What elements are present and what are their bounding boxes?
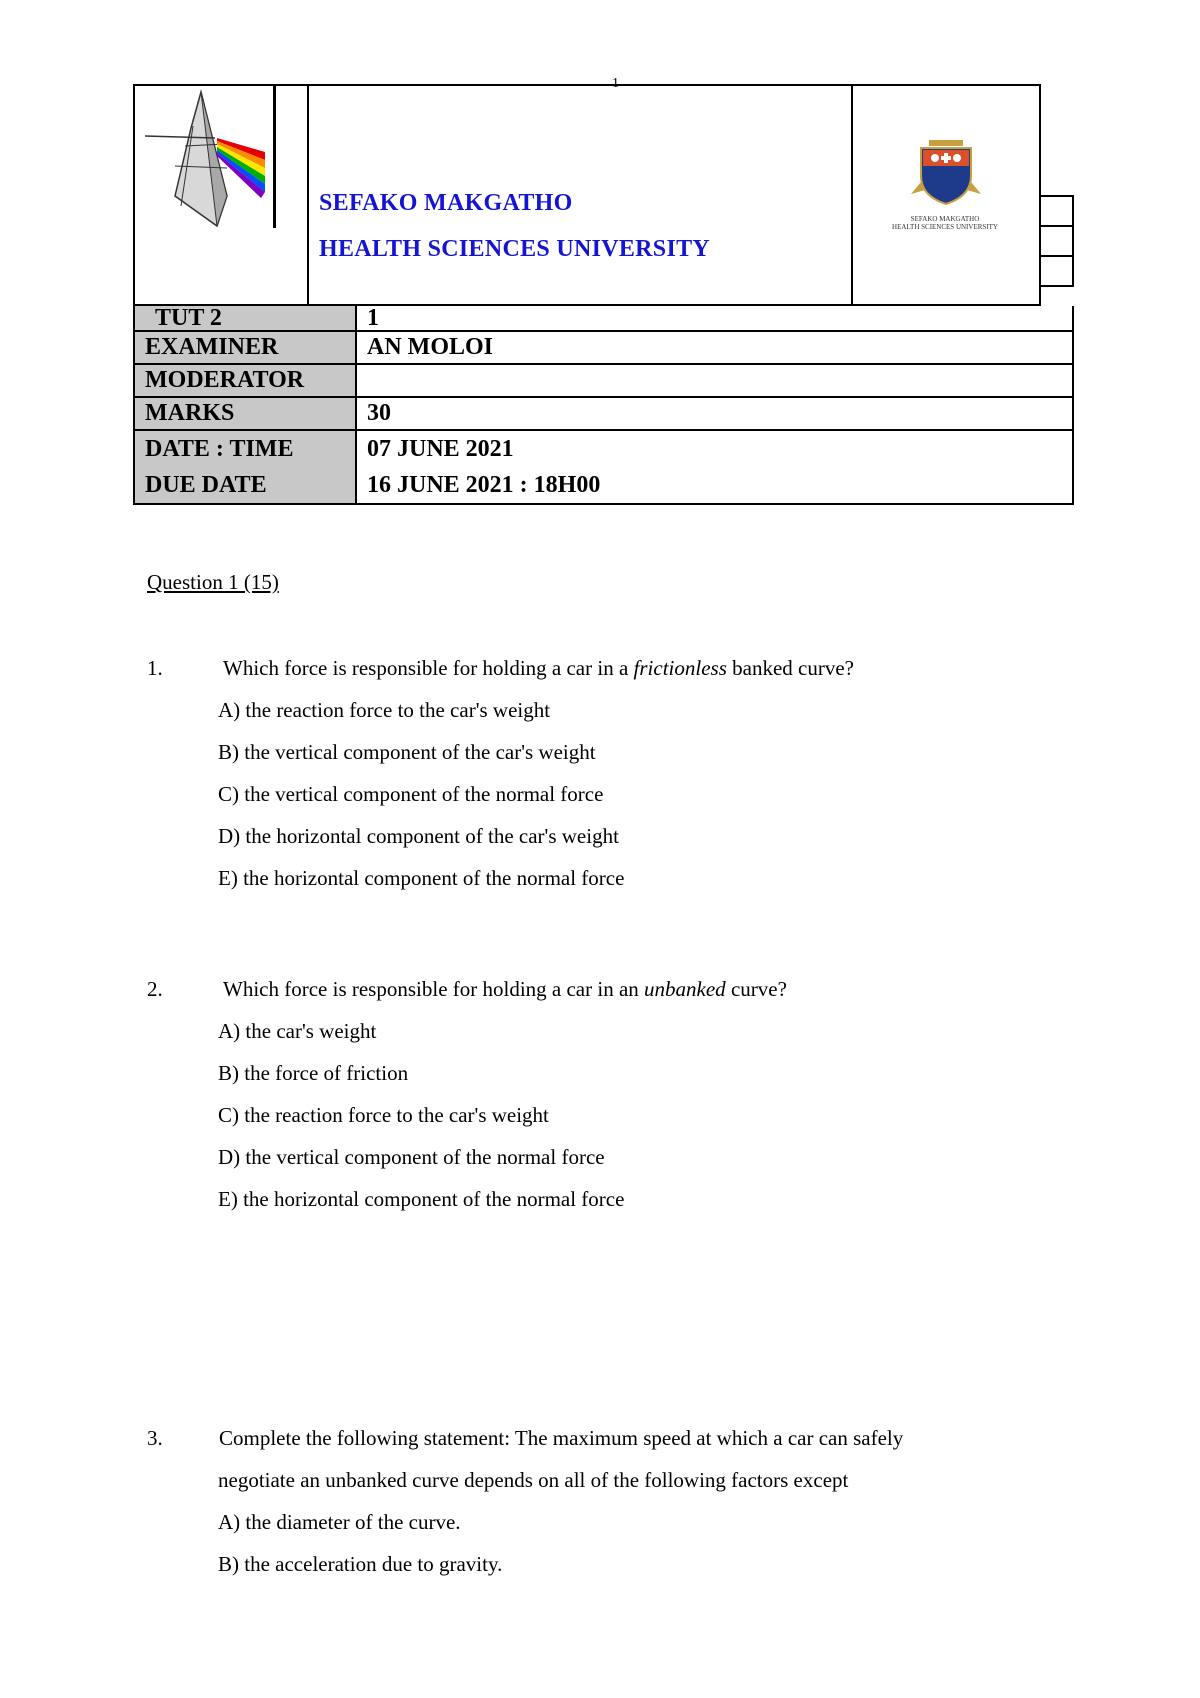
question-text: Complete the following statement: The maximum speed at which a car can safely xyxy=(219,1426,904,1450)
divider xyxy=(273,86,276,228)
info-label: DUE DATE xyxy=(134,467,356,504)
option: A) the car's weight xyxy=(218,1019,377,1043)
info-value: 16 JUNE 2021 : 18H00 xyxy=(356,467,1073,504)
crest-shield-icon xyxy=(875,138,1015,208)
info-value: 07 JUNE 2021 xyxy=(356,430,1073,467)
section-title: Question 1 (15) xyxy=(147,570,279,594)
option: A) the diameter of the curve. xyxy=(218,1510,461,1534)
info-value: 30 xyxy=(356,397,1073,430)
info-label: EXAMINER xyxy=(134,331,356,364)
option: E) the horizontal component of the normal force xyxy=(218,1187,625,1211)
divider xyxy=(307,86,309,304)
option: A) the reaction force to the car's weight xyxy=(218,698,551,722)
question-text-continued: negotiate an unbanked curve depends on all of the following factors except xyxy=(218,1468,849,1492)
question-text-part: Which force is responsible for holding a car in an xyxy=(223,977,645,1001)
question-text-part: banked curve? xyxy=(726,656,854,680)
question-text xyxy=(223,656,854,681)
info-row xyxy=(134,430,1073,467)
info-row xyxy=(134,331,1073,364)
option: C) the reaction force to the car's weight xyxy=(218,1103,549,1127)
university-name-line2: HEALTH SCIENCES UNIVERSITY xyxy=(319,236,711,262)
university-crest xyxy=(875,138,1015,248)
question-text-part: Which force is responsible for holding a car in a xyxy=(223,656,634,680)
question-emphasis: frictionless xyxy=(633,656,727,680)
info-value: AN MOLOI xyxy=(356,331,1073,364)
info-label: MARKS xyxy=(134,397,356,430)
header-side-boxes xyxy=(1041,195,1074,296)
info-value: 1 xyxy=(356,306,1073,331)
option: B) the acceleration due to gravity. xyxy=(218,1552,503,1576)
option: C) the vertical component of the normal force xyxy=(218,782,604,806)
info-row xyxy=(134,467,1073,504)
option: B) the vertical component of the car's weight xyxy=(218,740,596,764)
side-box xyxy=(1041,255,1074,287)
question-number: 1. xyxy=(147,656,163,680)
side-box xyxy=(1041,225,1074,257)
info-row xyxy=(134,306,1073,331)
crest-caption-line1: SEFAKO MAKGATHO xyxy=(910,215,980,223)
crest-caption-line2: HEALTH SCIENCES UNIVERSITY xyxy=(892,223,998,231)
info-value xyxy=(356,364,1073,397)
prism-logo-icon xyxy=(145,86,270,234)
page-number: 1 xyxy=(612,76,619,91)
info-label: TUT 2 xyxy=(134,306,356,331)
question-number: 2. xyxy=(147,977,163,1001)
info-row xyxy=(134,364,1073,397)
option: B) the force of friction xyxy=(218,1061,409,1085)
option: E) the horizontal component of the normal force xyxy=(218,866,625,890)
question-text-part: curve? xyxy=(725,977,787,1001)
option: D) the vertical component of the normal force xyxy=(218,1145,605,1169)
info-row xyxy=(134,397,1073,430)
question-text xyxy=(223,977,787,1002)
question-number: 3. xyxy=(147,1426,163,1450)
university-name-line1: SEFAKO MAKGATHO xyxy=(319,190,573,216)
info-label: DATE : TIME xyxy=(134,430,356,467)
option: D) the horizontal component of the car's weight xyxy=(218,824,619,848)
question-emphasis: unbanked xyxy=(644,977,726,1001)
header-box xyxy=(133,84,1041,306)
side-box xyxy=(1041,195,1074,227)
info-label: MODERATOR xyxy=(134,364,356,397)
exam-info-table xyxy=(133,306,1074,505)
divider xyxy=(851,86,853,304)
